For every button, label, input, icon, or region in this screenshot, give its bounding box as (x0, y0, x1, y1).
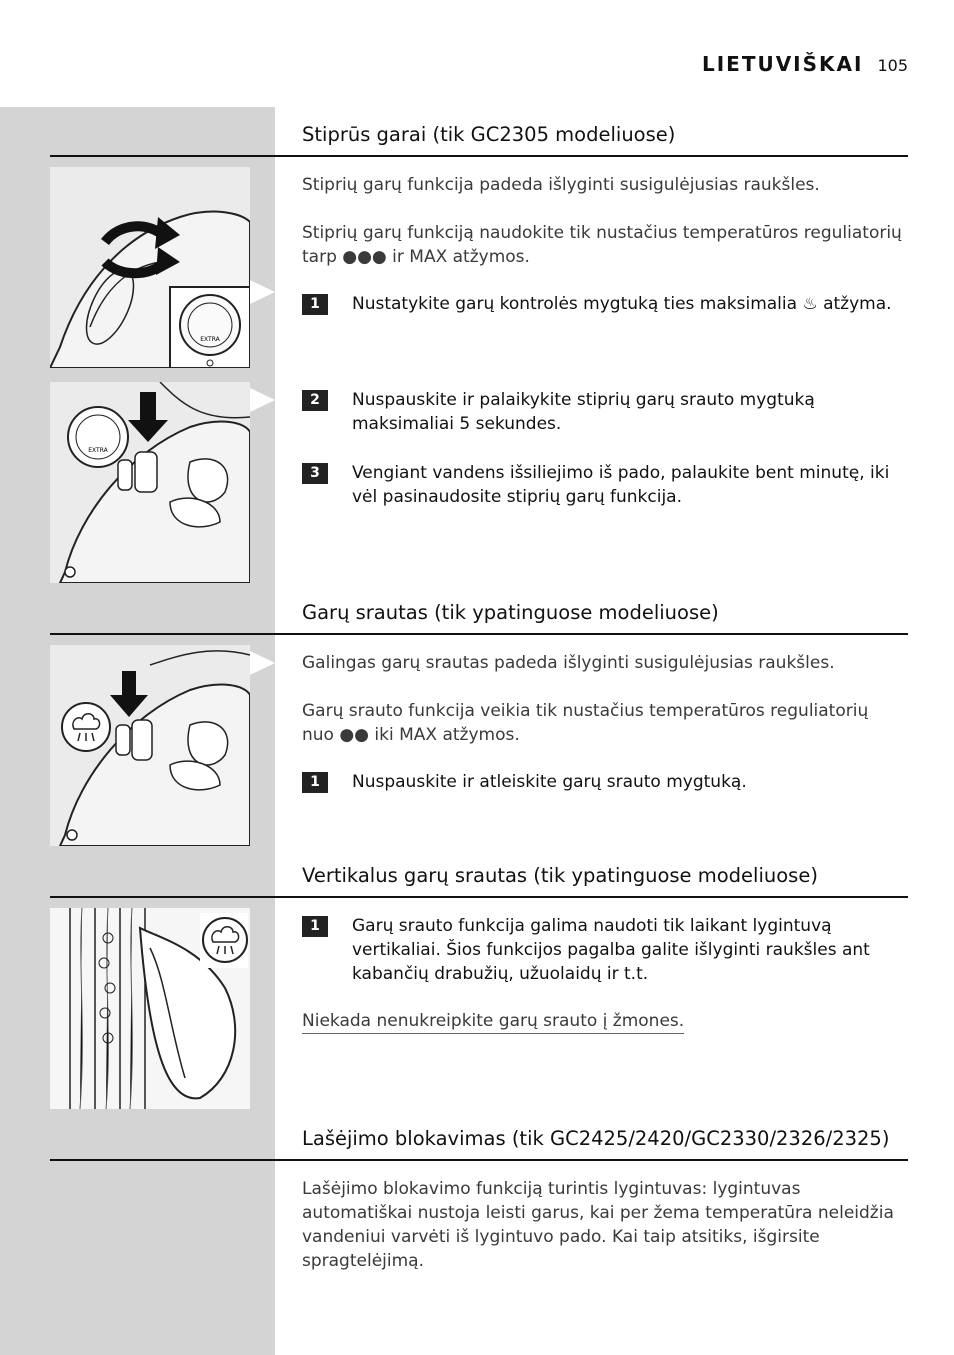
paragraph: Stiprių garų funkciją naudokite tik nustačius temperatūros reguliatorių tarp ●●● ir MAX atžymos. (302, 223, 902, 267)
step-1 (302, 914, 902, 986)
step-text: Vengiant vandens išsiliejimo iš pado, palaukite bent minutę, iki vėl pasinaudosite stiprių garų funkcija. (352, 463, 890, 507)
section-title-strong-steam: Stiprūs garai (tik GC2305 modeliuose) (302, 123, 676, 146)
step-1 (302, 770, 902, 794)
step-1 (302, 292, 902, 316)
section-title-shot-of-steam: Garų srautas (tik ypatinguose modeliuose) (302, 601, 719, 624)
section-rule (50, 155, 908, 157)
step-number: 1 (302, 772, 328, 793)
step-3 (302, 461, 902, 509)
section-title-drip-stop: Lašėjimo blokavimas (tik GC2425/2420/GC2330/2326/2325) (302, 1127, 890, 1150)
section-rule (50, 896, 908, 898)
step-number: 3 (302, 463, 328, 484)
paragraph: Stiprių garų funkcija padeda išlyginti susigulėjusias raukšles. (302, 175, 820, 195)
step-number: 1 (302, 294, 328, 315)
dial-extra-label: EXTRA (200, 336, 220, 343)
language-label: LIETUVIŠKAI (701, 52, 864, 76)
step-number: 2 (302, 390, 328, 411)
step-text: Nustatykite garų kontrolės mygtuką ties maksimalia ♨ atžyma. (352, 294, 892, 314)
step-text: Nuspauskite ir atleiskite garų srauto mygtuką. (352, 772, 747, 792)
step-2 (302, 388, 902, 436)
warning-text: Niekada nenukreipkite garų srauto į žmones. (302, 1009, 684, 1033)
section-rule (50, 633, 908, 635)
paragraph: Garų srauto funkcija veikia tik nustačius temperatūros reguliatorių nuo ●● iki MAX atžymos. (302, 701, 869, 745)
page-number: 105 (877, 56, 908, 75)
paragraph: Lašėjimo blokavimo funkciją turintis lygintuvas: lygintuvas automatiškai nustoja leisti garus, kai per žema temperatūra neleidžia vandeniui varvėti iš lygintuvo pado. Kai taip atsitiks, išgirsite spragtelėjimą. (302, 1179, 894, 1271)
illustration-press-steam-button (50, 382, 250, 583)
illustration-vertical-steam (50, 908, 250, 1109)
section-title-vertical-steam: Vertikalus garų srautas (tik ypatinguose modeliuose) (302, 864, 818, 887)
step-text: Nuspauskite ir palaikykite stiprių garų srauto mygtuką maksimaliai 5 sekundes. (352, 390, 815, 434)
section-rule (50, 1159, 908, 1161)
step-number: 1 (302, 916, 328, 937)
page-header (702, 52, 908, 76)
illustration-steam-dial (50, 167, 250, 368)
illustration-shot-of-steam (50, 645, 250, 846)
step-text: Garų srauto funkcija galima naudoti tik laikant lygintuvą vertikaliai. Šios funkcijos pagalba galite išlyginti raukšles ant kabančių drabužių, užuolaidų ir t.t. (352, 916, 870, 984)
paragraph: Galingas garų srautas padeda išlyginti susigulėjusias raukšles. (302, 653, 835, 673)
dial-extra-label: EXTRA (88, 447, 108, 454)
